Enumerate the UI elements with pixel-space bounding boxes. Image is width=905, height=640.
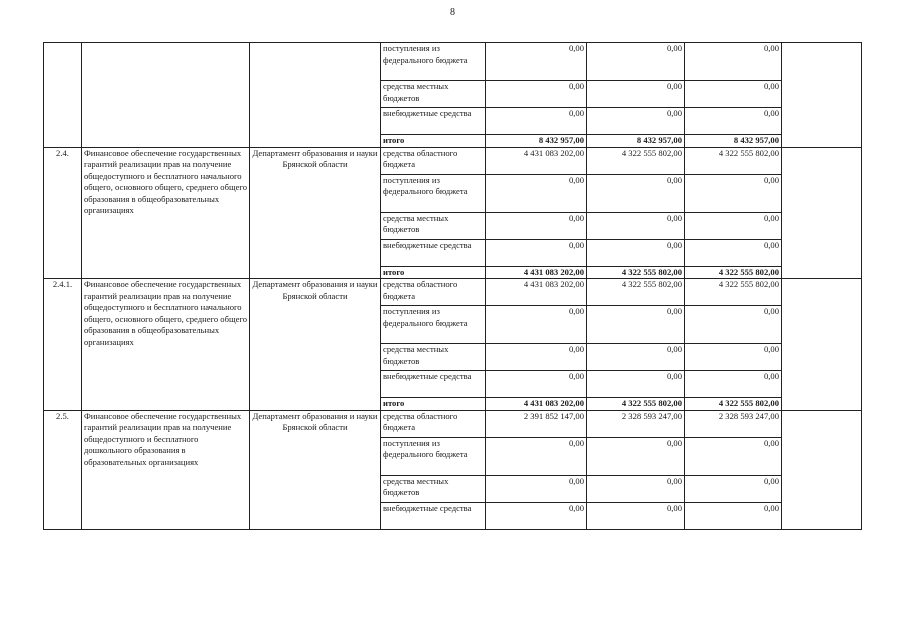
- value-cell: 0,00: [486, 437, 587, 475]
- executor: Департамент образования и науки Брянской области: [250, 147, 381, 279]
- row-number: [44, 43, 82, 148]
- funding-source: поступления из федерального бюджета: [381, 43, 486, 81]
- value-cell: 4 322 555 802,00: [587, 279, 685, 306]
- value-cell: 0,00: [587, 371, 685, 398]
- row-number: 2.5.: [44, 410, 82, 529]
- value-cell: 0,00: [587, 502, 685, 529]
- value-cell: 2 328 593 247,00: [587, 410, 685, 437]
- value-cell: 0,00: [486, 212, 587, 239]
- funding-source: средства областного бюджета: [381, 410, 486, 437]
- table-row: [44, 279, 862, 306]
- value-cell: 0,00: [587, 437, 685, 475]
- value-cell: 0,00: [486, 306, 587, 344]
- value-cell: 4 322 555 802,00: [587, 266, 685, 279]
- executor: [250, 43, 381, 148]
- value-cell: 0,00: [486, 174, 587, 212]
- extra-column: [782, 43, 862, 148]
- value-cell: 0,00: [685, 174, 782, 212]
- value-cell: 0,00: [685, 43, 782, 81]
- value-cell: 8 432 957,00: [685, 135, 782, 148]
- funding-source: средства областного бюджета: [381, 279, 486, 306]
- funding-source: средства местных бюджетов: [381, 344, 486, 371]
- value-cell: 0,00: [587, 212, 685, 239]
- value-cell: 0,00: [486, 239, 587, 266]
- funding-source: поступления из федерального бюджета: [381, 306, 486, 344]
- funding-source: средства местных бюджетов: [381, 212, 486, 239]
- funding-source: итого: [381, 398, 486, 411]
- value-cell: 0,00: [587, 306, 685, 344]
- table-body: [44, 43, 862, 530]
- value-cell: 4 322 555 802,00: [685, 398, 782, 411]
- value-cell: 0,00: [685, 306, 782, 344]
- value-cell: 0,00: [486, 43, 587, 81]
- funding-source: поступления из федерального бюджета: [381, 437, 486, 475]
- value-cell: 0,00: [486, 81, 587, 108]
- funding-source: внебюджетные средства: [381, 239, 486, 266]
- value-cell: 2 391 852 147,00: [486, 410, 587, 437]
- table-row: [44, 410, 862, 437]
- value-cell: 8 432 957,00: [486, 135, 587, 148]
- value-cell: 0,00: [587, 344, 685, 371]
- value-cell: 4 322 555 802,00: [685, 266, 782, 279]
- value-cell: 0,00: [685, 475, 782, 502]
- funding-source: поступления из федерального бюджета: [381, 174, 486, 212]
- value-cell: 4 322 555 802,00: [587, 398, 685, 411]
- value-cell: 0,00: [685, 212, 782, 239]
- measure-name: Финансовое обеспечение государственных гарантий реализации прав на получение общедоступного и бесплатного дошкольного образования в образовательных организациях: [82, 410, 250, 529]
- value-cell: 0,00: [587, 108, 685, 135]
- funding-source: внебюджетные средства: [381, 108, 486, 135]
- value-cell: 0,00: [587, 43, 685, 81]
- extra-column: [782, 147, 862, 279]
- value-cell: 0,00: [685, 371, 782, 398]
- value-cell: 0,00: [685, 344, 782, 371]
- value-cell: 4 431 083 202,00: [486, 398, 587, 411]
- value-cell: 0,00: [587, 174, 685, 212]
- value-cell: 0,00: [685, 502, 782, 529]
- executor: Департамент образования и науки Брянской области: [250, 410, 381, 529]
- row-number: 2.4.: [44, 147, 82, 279]
- value-cell: 2 328 593 247,00: [685, 410, 782, 437]
- value-cell: 4 431 083 202,00: [486, 147, 587, 174]
- value-cell: 0,00: [685, 239, 782, 266]
- value-cell: 0,00: [486, 371, 587, 398]
- value-cell: 0,00: [486, 344, 587, 371]
- funding-source: итого: [381, 266, 486, 279]
- value-cell: 0,00: [486, 502, 587, 529]
- funding-source: внебюджетные средства: [381, 371, 486, 398]
- extra-column: [782, 410, 862, 529]
- value-cell: 0,00: [486, 108, 587, 135]
- funding-source: средства областного бюджета: [381, 147, 486, 174]
- value-cell: 4 431 083 202,00: [486, 279, 587, 306]
- measure-name: Финансовое обеспечение государственных гарантий реализации прав на получение общедоступного и бесплатного начального общего, основного общего, среднего общего образования в общеобразовательных организациях: [82, 279, 250, 411]
- funding-source: средства местных бюджетов: [381, 475, 486, 502]
- executor: Департамент образования и науки Брянской области: [250, 279, 381, 411]
- value-cell: 0,00: [685, 81, 782, 108]
- value-cell: 0,00: [685, 108, 782, 135]
- value-cell: 4 322 555 802,00: [685, 279, 782, 306]
- value-cell: 4 322 555 802,00: [685, 147, 782, 174]
- funding-source: итого: [381, 135, 486, 148]
- value-cell: 8 432 957,00: [587, 135, 685, 148]
- table-row: [44, 147, 862, 174]
- row-number: 2.4.1.: [44, 279, 82, 411]
- value-cell: 4 322 555 802,00: [587, 147, 685, 174]
- budget-table: [43, 42, 862, 530]
- measure-name: Финансовое обеспечение государственных гарантий реализации прав на получение общедоступного и бесплатного начального общего, основного общего, среднего общего образования в общеобразовательных организациях: [82, 147, 250, 279]
- extra-column: [782, 279, 862, 411]
- page-number: 8: [450, 7, 455, 18]
- value-cell: 0,00: [587, 475, 685, 502]
- value-cell: 0,00: [587, 239, 685, 266]
- value-cell: 0,00: [486, 475, 587, 502]
- table-row: [44, 43, 862, 81]
- value-cell: 4 431 083 202,00: [486, 266, 587, 279]
- value-cell: 0,00: [587, 81, 685, 108]
- funding-source: средства местных бюджетов: [381, 81, 486, 108]
- funding-source: внебюджетные средства: [381, 502, 486, 529]
- measure-name: [82, 43, 250, 148]
- value-cell: 0,00: [685, 437, 782, 475]
